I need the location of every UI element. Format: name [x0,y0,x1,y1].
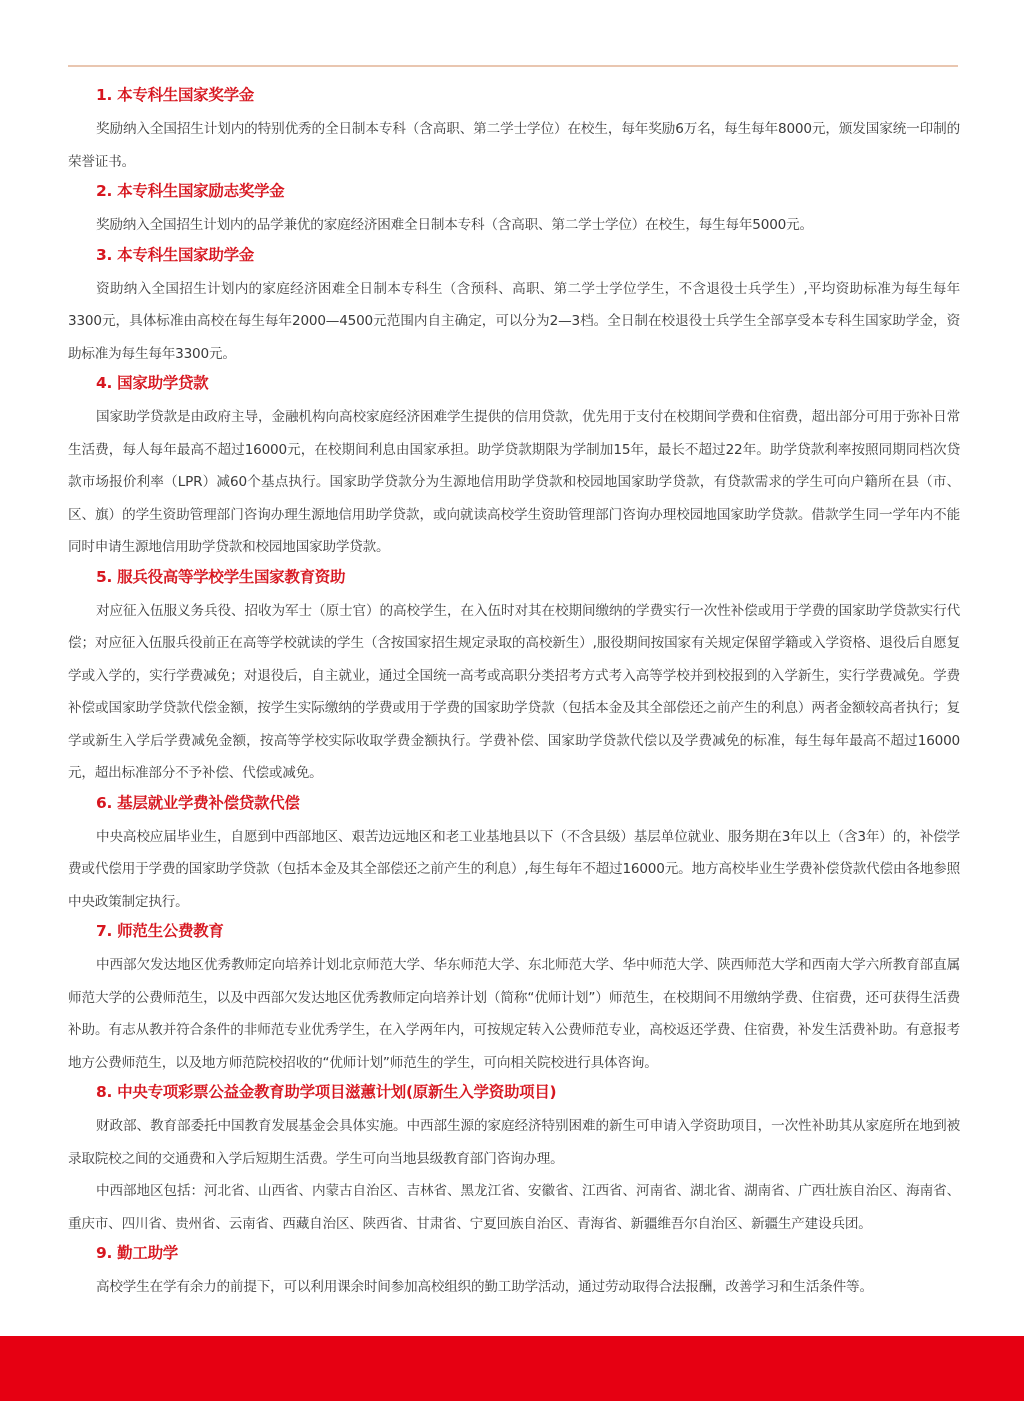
section-heading: 1. 本专科生国家奖学金 [96,86,254,104]
section-student-loan [68,373,960,564]
section-military-service-aid [68,567,960,790]
section-heading: 3. 本专科生国家助学金 [96,245,254,264]
section-national-grant [68,245,960,371]
section-paragraph: 奖励纳入全国招生计划内的特别优秀的全日制本专科（含高职、第二学士学位）在校生，每年奖励6万名，每生每年8000元，颁发国家统一印制的荣誉证书。 [68,121,960,170]
section-paragraph: 中西部地区包括：河北省、山西省、内蒙古自治区、吉林省、黑龙江省、安徽省、江西省、河南省、湖北省、湖南省、广西壮族自治区、海南省、重庆市、四川省、贵州省、云南省、西藏自治区、陕西省、甘肃省、宁夏回族自治区、青海省、新疆维吾尔自治区、新疆生产建设兵团。 [68,1183,960,1232]
section-grassroots-employment [68,793,960,919]
section-national-scholarship [68,85,960,178]
section-heading: 9. 勤工助学 [96,1244,178,1262]
section-heading: 6. 基层就业学费补偿贷款代偿 [96,793,300,812]
section-heading: 5. 服兵役高等学校学生国家教育资助 [96,567,346,586]
section-paragraph: 对应征入伍服义务兵役、招收为军士（原士官）的高校学生，在入伍时对其在校期间缴纳的学费实行一次性补偿或用于学费的国家助学贷款实行代偿；对应征入伍服兵役前正在高等学校就读的学生（含按国家招生规定录取的高校新生）,服役期间按国家有关规定保留学籍或入学资格、退役后自愿复学或入学的，实行学费减免；对退役后，自主就业，通过全国统一高考或高职分类招考方式考入高等学校并到校报到的入学新生，实行学费减免。学费补偿或国家助学贷款代偿金额，按学生实际缴纳的学费或用于学费的国家助学贷款（包括本金及其全部偿还之前产生的利息）两者金额较高者执行；复学或新生入学后学费减免金额，按高等学校实际收取学费金额执行。学费补偿、国家助学贷款代偿以及学费减免的标准，每生每年最高不超过16000元，超出标准部分不予补偿、代偿或减免。 [68,602,960,781]
top-divider [68,65,958,67]
section-paragraph: 资助纳入全国招生计划内的家庭经济困难全日制本专科生（含预科、高职、第二学士学位学生，不含退役士兵学生）,平均资助标准为每生每年3300元，具体标准由高校在每生每年2000—4500元范围内自主确定，可以分为2—3档。全日制在校退役士兵学生全部享受本专科生国家助学金，资助标准为每生每年3300元。 [68,280,960,362]
section-paragraph: 中央高校应届毕业生，自愿到中西部地区、艰苦边远地区和老工业基地县以下（不含县级）基层单位就业、服务期在3年以上（含3年）的，补偿学费或代偿用于学费的国家助学贷款（包括本金及其全部偿还之前产生的利息）,每生每年不超过16000元。地方高校毕业生学费补偿贷款代偿由各地参照中央政策制定执行。 [68,828,960,910]
section-paragraph: 财政部、教育部委托中国教育发展基金会具体实施。中西部生源的家庭经济特别困难的新生可申请入学资助项目，一次性补助其从家庭所在地到被录取院校之间的交通费和入学后短期生活费。学生可向当地县级教育部门咨询办理。 [68,1118,960,1167]
section-heading: 8. 中央专项彩票公益金教育助学项目滋蕙计划(原新生入学资助项目) [96,1083,557,1101]
document-body [68,82,960,1304]
section-work-study [68,1243,960,1304]
section-inspirational-scholarship [68,181,960,242]
section-paragraph: 中西部欠发达地区优秀教师定向培养计划北京师范大学、华东师范大学、东北师范大学、华中师范大学、陕西师范大学和西南大学六所教育部直属师范大学的公费师范生，以及中西部欠发达地区优秀教师定向培养计划（简称“优师计划”）师范生，在校期间不用缴纳学费、住宿费，还可获得生活费补助。有志从教并符合条件的非师范专业优秀学生，在入学两年内，可按规定转入公费师范专业，高校返还学费、住宿费，补发生活费补助。有意报考地方公费师范生，以及地方师范院校招收的“优师计划”师范生的学生，可向相关院校进行具体咨询。 [68,957,960,1071]
section-normal-student-education [68,921,960,1079]
section-heading: 4. 国家助学贷款 [96,374,209,392]
section-paragraph: 高校学生在学有余力的前提下，可以利用课余时间参加高校组织的勤工助学活动，通过劳动取得合法报酬，改善学习和生活条件等。 [96,1279,873,1295]
footer-band [0,1336,1024,1401]
section-heading: 7. 师范生公费教育 [96,922,224,940]
section-paragraph: 国家助学贷款是由政府主导，金融机构向高校家庭经济困难学生提供的信用贷款，优先用于支付在校期间学费和住宿费，超出部分可用于弥补日常生活费，每人每年最高不超过16000元，在校期间利息由国家承担。助学贷款期限为学制加15年，最长不超过22年。助学贷款利率按照同期同档次贷款市场报价利率（LPR）减60个基点执行。国家助学贷款分为生源地信用助学贷款和校园地国家助学贷款，有贷款需求的学生可向户籍所在县（市、区、旗）的学生资助管理部门咨询办理生源地信用助学贷款，或向就读高校学生资助管理部门咨询办理校园地国家助学贷款。借款学生同一学年内不能同时申请生源地信用助学贷款和校园地国家助学贷款。 [68,409,960,555]
section-heading: 2. 本专科生国家励志奖学金 [96,182,285,200]
section-lottery-fund-program [68,1082,960,1240]
section-paragraph: 奖励纳入全国招生计划内的品学兼优的家庭经济困难全日制本专科（含高职、第二学士学位）在校生，每生每年5000元。 [96,217,813,233]
